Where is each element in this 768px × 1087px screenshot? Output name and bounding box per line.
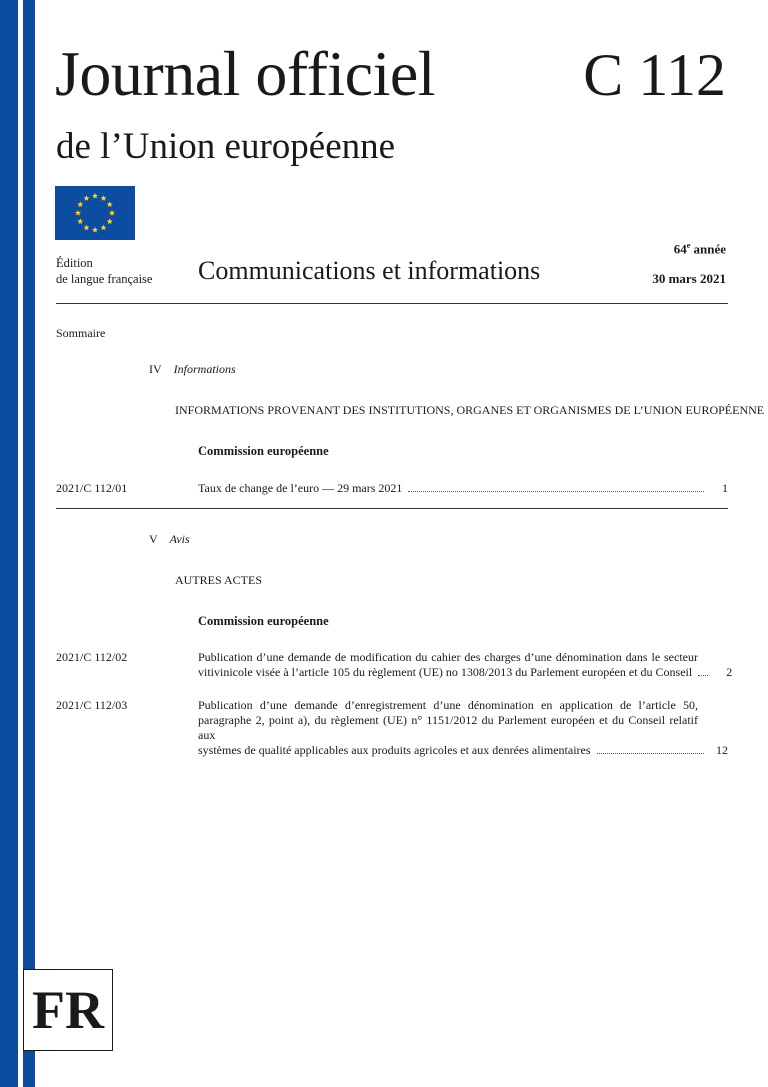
- dot-leader: [698, 675, 708, 676]
- section-iv-institution: Commission européenne: [198, 444, 329, 458]
- left-blue-band-outer: [0, 0, 18, 1087]
- edition-label-line1: Édition: [56, 256, 93, 270]
- entry-02-page: 2: [726, 665, 733, 679]
- section-v-name: Avis: [169, 532, 190, 546]
- left-blue-band-inner: [23, 0, 35, 1087]
- edition-label: [56, 255, 152, 287]
- issue-date: 30 mars 2021: [652, 271, 726, 286]
- language-badge-label: FR: [32, 980, 104, 1040]
- eu-star-icon: [83, 195, 89, 201]
- issue-number: C 112: [583, 42, 726, 108]
- entry-03[interactable]: [198, 698, 728, 758]
- eu-star-icon: [77, 201, 83, 207]
- volume-year: [674, 241, 726, 257]
- eu-flag-stars: [55, 186, 135, 240]
- entry-ref-01: 2021/C 112/01: [56, 481, 128, 495]
- volume-year-suffix: e: [686, 241, 691, 250]
- section-iv-heading: [149, 362, 236, 377]
- eu-star-icon: [92, 193, 98, 199]
- eu-star-icon: [100, 225, 106, 231]
- eu-flag-icon: [55, 186, 135, 240]
- eu-star-icon: [77, 218, 83, 224]
- volume-year-word: année: [690, 241, 726, 257]
- entry-01[interactable]: [198, 481, 728, 496]
- eu-star-icon: [107, 218, 113, 224]
- section-v-group: AUTRES ACTES: [175, 573, 263, 587]
- section-iv-group: INFORMATIONS PROVENANT DES INSTITUTIONS, ORGANES ET ORGANISMES DE L’UNION EUROPÉENNE: [175, 403, 765, 417]
- dot-leader: [597, 753, 704, 754]
- dot-leader: [408, 491, 704, 492]
- section-iv-roman: IV: [149, 362, 162, 376]
- entry-01-line-1: Taux de change de l’euro — 29 mars 2021: [198, 481, 403, 495]
- entry-03-page: 12: [716, 743, 728, 757]
- entry-03-line-2: paragraphe 2, point a), du règlement (UE) n° 1151/2012 du Parlement européen et du Conseil relatif aux: [198, 713, 698, 742]
- eu-star-icon: [107, 201, 113, 207]
- eu-star-icon: [75, 210, 81, 216]
- eu-star-icon: [100, 195, 106, 201]
- volume-year-number: 64: [673, 241, 687, 257]
- series-title: Communications et informations: [198, 256, 541, 285]
- entry-ref-03: 2021/C 112/03: [56, 698, 128, 712]
- entry-ref-02: 2021/C 112/02: [56, 650, 128, 664]
- eu-star-icon: [83, 225, 89, 231]
- edition-label-line2: de langue française: [56, 272, 153, 286]
- entry-02-line-2: vitivinicole visée à l’article 105 du règlement (UE) no 1308/2013 du Parlement européen et du Conseil: [198, 665, 693, 679]
- section-iv-name: Informations: [173, 362, 236, 376]
- section-v-institution: Commission européenne: [198, 614, 329, 628]
- entry-02[interactable]: [198, 650, 733, 680]
- section-v-heading: [149, 532, 190, 547]
- summary-label: Sommaire: [56, 326, 106, 340]
- eu-star-icon: [109, 210, 115, 216]
- section-divider: [56, 508, 728, 509]
- entry-01-page: 1: [722, 481, 728, 495]
- journal-title: Journal officiel: [55, 38, 436, 109]
- entry-03-line-1: Publication d’une demande d’enregistrement d’une dénomination en application de l’article 50,: [198, 698, 698, 712]
- journal-subtitle: de l’Union européenne: [56, 126, 396, 167]
- entry-03-line-3: systèmes de qualité applicables aux produits agricoles et aux denrées alimentaires: [198, 743, 591, 757]
- section-v-roman: V: [149, 532, 158, 546]
- language-badge: [23, 969, 113, 1051]
- entry-02-line-1: Publication d’une demande de modification du cahier des charges d’une dénomination dans le secteur: [198, 650, 698, 664]
- header-divider: [56, 303, 728, 304]
- eu-star-icon: [92, 227, 98, 233]
